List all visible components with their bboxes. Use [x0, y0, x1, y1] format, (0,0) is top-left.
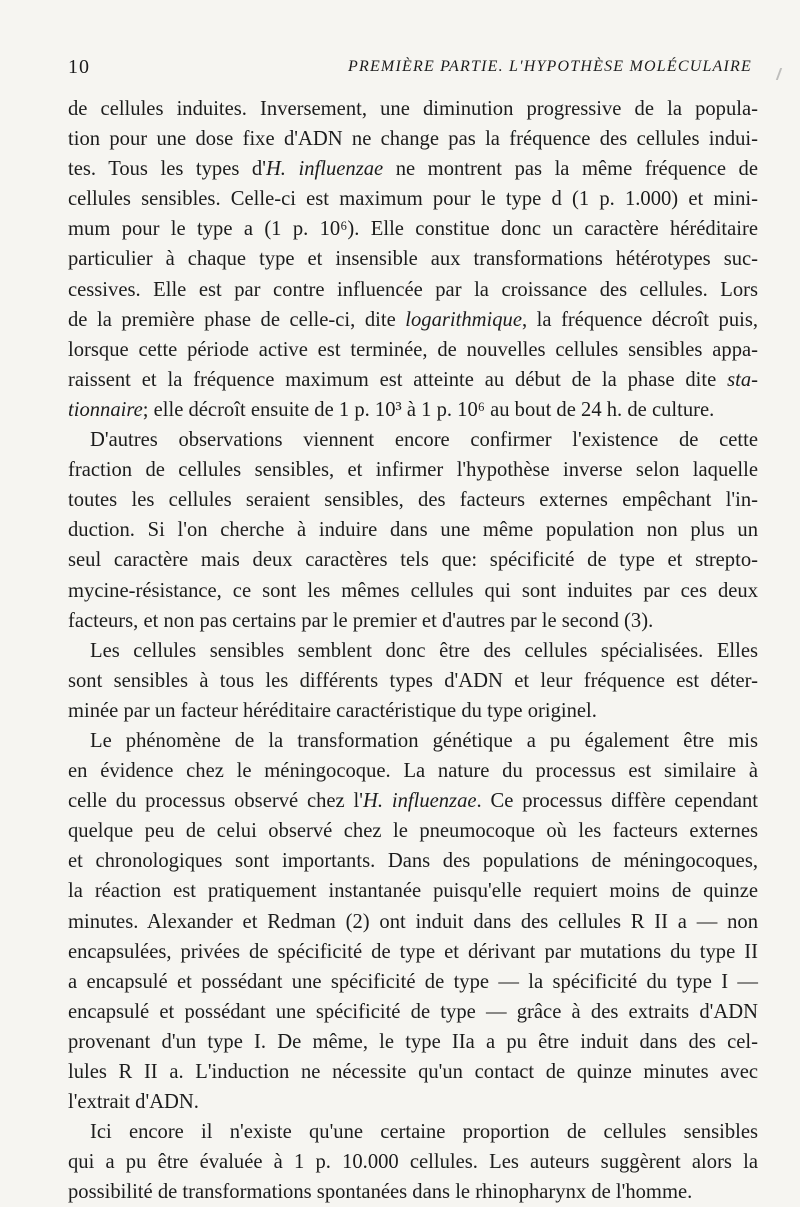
- text-line: Les cellules sensibles semblent donc être des cellules spécialisées. Elles: [90, 639, 758, 662]
- text-line: minée par un facteur héréditaire caractéristique du type originel.: [68, 699, 597, 722]
- text-line: en évidence chez le méningocoque. La nature du processus est similaire à: [68, 760, 758, 783]
- text-line: seul caractère mais deux caractères tels que: spécificité de type et strepto-: [68, 549, 758, 572]
- text-line: Ici encore il n'existe qu'une certaine proportion de cellules sensibles: [90, 1121, 758, 1144]
- text-line: l'extrait d'ADN.: [68, 1091, 199, 1114]
- text-line: tionnaire; elle décroît ensuite de 1 p. 10³ à 1 p. 10⁶ au bout de 24 h. de culture.: [68, 398, 715, 421]
- text-line: encapsulé et possédant une spécificité de type — grâce à des extraits d'ADN: [68, 1000, 758, 1023]
- text-line: lorsque cette période active est terminée, de nouvelles cellules sensibles appa-: [68, 338, 758, 361]
- text-line: quelque peu de celui observé chez le pneumocoque où les facteurs externes: [68, 820, 758, 843]
- text-line: cessives. Elle est par contre influencée par la croissance des cellules. Lors: [68, 278, 758, 301]
- text-line: et chronologiques sont importants. Dans des populations de méningocoques,: [68, 850, 758, 873]
- text-line: Le phénomène de la transformation génétique a pu également être mis: [90, 729, 758, 752]
- corner-mark: [776, 68, 788, 80]
- text-line: celle du processus observé chez l'H. influenzae. Ce processus diffère cependant: [68, 790, 758, 813]
- text-line: toutes les cellules seraient sensibles, des facteurs externes empêchant l'in-: [68, 489, 758, 512]
- text-line: de cellules induites. Inversement, une diminution progressive de la popula-: [68, 98, 758, 120]
- text-line: encapsulées, privées de spécificité de type et dérivant par mutations du type II: [68, 940, 758, 963]
- text-line: particulier à chaque type et insensible aux transformations hétérotypes suc-: [68, 248, 758, 271]
- text-line: fraction de cellules sensibles, et infirmer l'hypothèse inverse selon laquelle: [68, 459, 758, 482]
- text-line: lules R II a. L'induction ne nécessite qu'un contact de quinze minutes avec: [68, 1061, 758, 1083]
- text-line: tion pour une dose fixe d'ADN ne change pas la fréquence des cellules indui-: [68, 128, 758, 151]
- text-line: qui a pu être évaluée à 1 p. 10.000 cellules. Les auteurs suggèrent alors la: [68, 1151, 758, 1174]
- text-line: minutes. Alexander et Redman (2) ont induit dans des cellules R II a — non: [68, 910, 758, 933]
- text-line: mum pour le type a (1 p. 10⁶). Elle constitue donc un caractère héréditaire: [68, 218, 758, 241]
- text-line: de la première phase de celle-ci, dite logarithmique, la fréquence décroît puis,: [68, 308, 758, 331]
- text-line: a encapsulé et possédant une spécificité de type — la spécificité du type I —: [68, 970, 758, 993]
- text-line: raissent et la fréquence maximum est atteinte au début de la phase dite sta-: [68, 368, 758, 391]
- body-text: [68, 94, 758, 1207]
- text-line: la réaction est pratiquement instantanée puisqu'elle requiert moins de quinze: [68, 880, 758, 903]
- text-line: D'autres observations viennent encore confirmer l'existence de cette: [90, 429, 758, 452]
- page-header: [68, 56, 752, 86]
- text-line: provenant d'un type I. De même, le type IIa a pu être induit dans des cel-: [68, 1030, 758, 1053]
- text-line: possibilité de transformations spontanées dans le rhinopharynx de l'homme.: [68, 1181, 693, 1204]
- text-line: facteurs, et non pas certains par le premier et d'autres par le second (3).: [68, 609, 654, 632]
- page-number: 10: [68, 56, 90, 78]
- running-head: PREMIÈRE PARTIE. L'HYPOTHÈSE MOLÉCULAIRE: [348, 58, 752, 75]
- text-line: mycine-résistance, ce sont les mêmes cellules qui sont induites par ces deux: [68, 579, 758, 602]
- text-line: tes. Tous les types d'H. influenzae ne montrent pas la même fréquence de: [68, 158, 758, 181]
- text-line: duction. Si l'on cherche à induire dans une même population non plus un: [68, 519, 758, 542]
- text-line: cellules sensibles. Celle-ci est maximum pour le type d (1 p. 1.000) et mini-: [68, 188, 758, 211]
- text-line: sont sensibles à tous les différents types d'ADN et leur fréquence est déter-: [68, 669, 758, 692]
